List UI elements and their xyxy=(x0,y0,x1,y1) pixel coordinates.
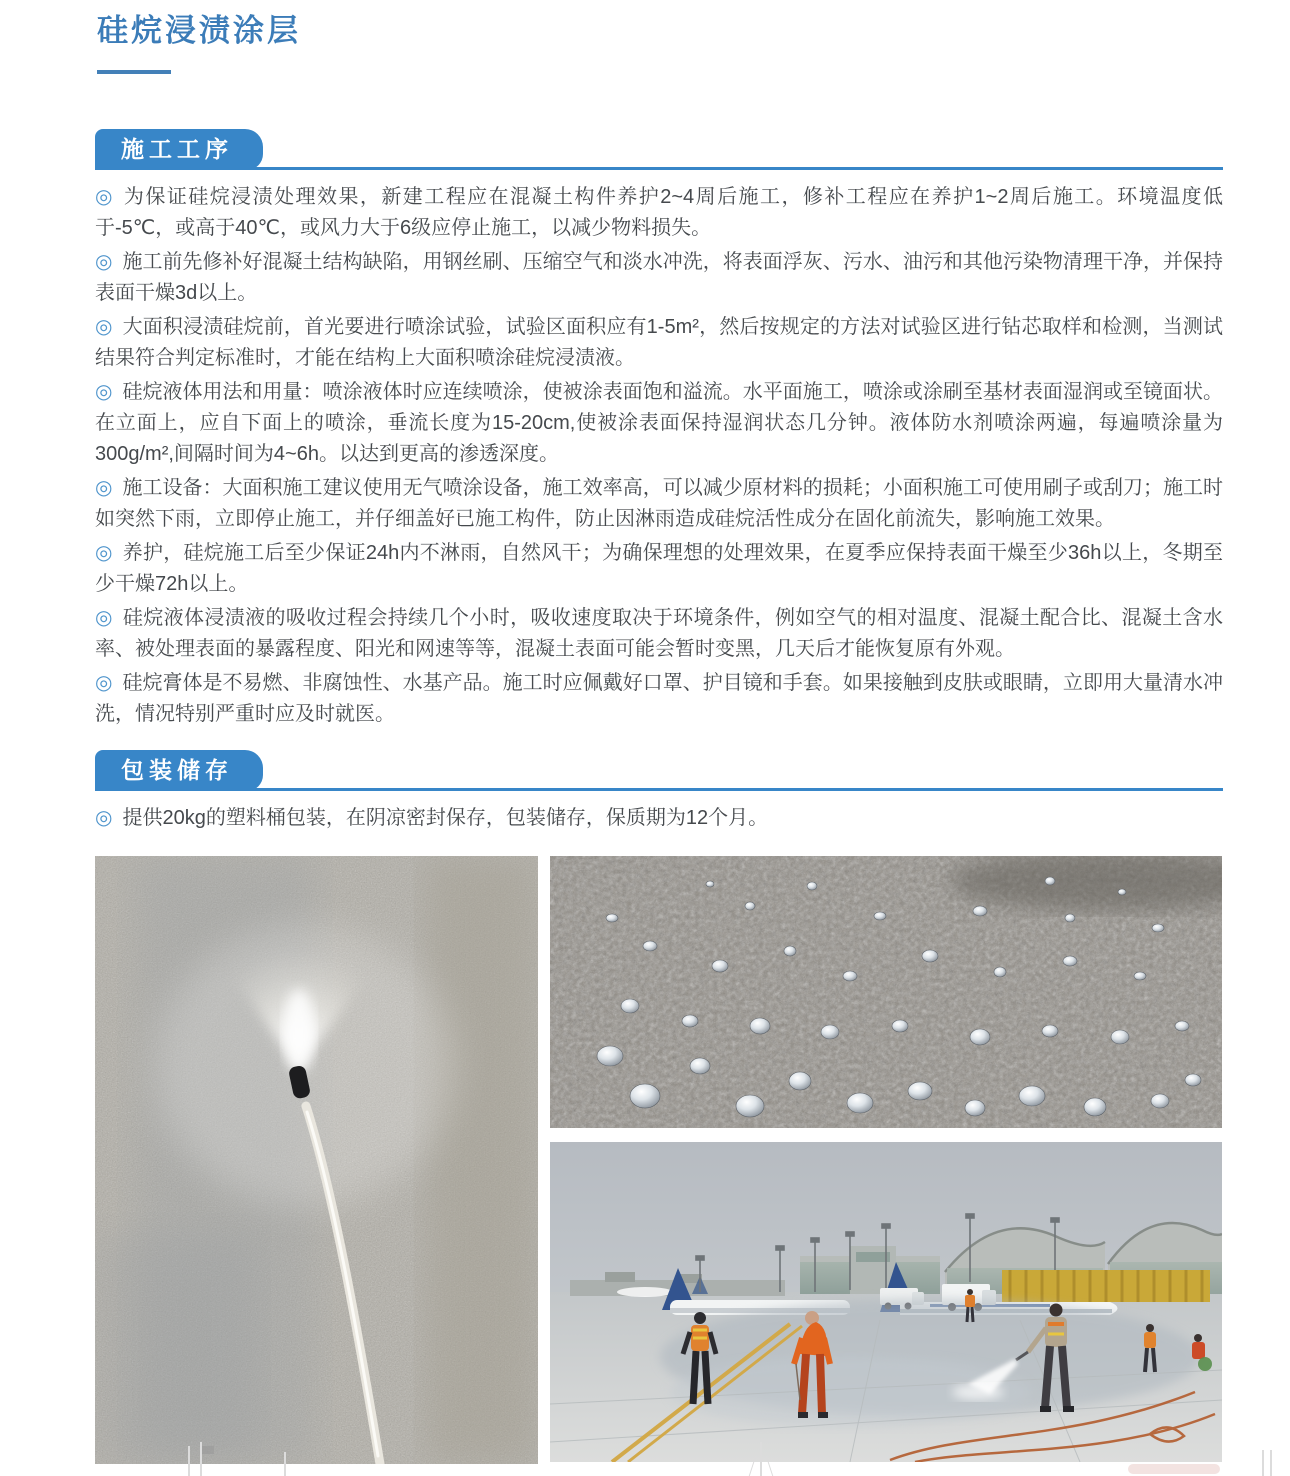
watermark-flag xyxy=(202,1446,214,1454)
section-construction xyxy=(95,129,1223,730)
bullet-icon: ◎ xyxy=(95,381,113,403)
bullet-icon: ◎ xyxy=(95,607,113,629)
bullet-text: 养护，硅烷施工后至少保证24h内不淋雨，自然风干；为确保理想的处理效果，在夏季应保持表面干燥至少36h以上，冬期至少干燥72h以上。 xyxy=(95,542,1223,595)
photo-column xyxy=(550,856,1222,1464)
bullet-item xyxy=(95,603,1223,665)
bullet-icon: ◎ xyxy=(95,542,113,564)
bullet-text: 大面积浸渍硅烷前，首光要进行喷涂试验，试验区面积应有1-5m²，然后按规定的方法对试验区进行钻芯取样和检测，当测试结果符合判定标准时，才能在结构上大面积喷涂硅烷浸渍液。 xyxy=(95,316,1223,369)
photo-airport-apron-spraying xyxy=(550,1142,1222,1462)
bullet-text: 硅烷液体用法和用量：喷涂液体时应连续喷涂，使被涂表面饱和溢流。水平面施工，喷涂或涂刷至基材表面湿润或至镜面状。在立面上，应自下面上的喷涂，垂流长度为15-20cm,使被涂表面保持湿润状态几分钟。液体防水剂喷涂两遍，每遍喷涂量为300g/m²,间隔时间为4~6h。以达到更高的渗透深度。 xyxy=(95,381,1224,465)
bullet-icon: ◎ xyxy=(95,672,113,694)
bullet-icon: ◎ xyxy=(95,186,114,208)
bullet-item xyxy=(95,377,1223,470)
title-underline xyxy=(97,70,171,74)
watermark-mast xyxy=(760,1442,762,1476)
page-title: 硅烷浸渍涂层 xyxy=(97,13,301,48)
photo-grid xyxy=(95,856,1223,1464)
bullet-text: 施工设备：大面积施工建议使用无气喷涂设备，施工效率高，可以减少原材料的损耗；小面积施工可使用刷子或刮刀；施工时如突然下雨，立即停止施工，并仔细盖好已施工构件，防止因淋雨造成硅烷活性成分在固化前流失，影响施工效果。 xyxy=(95,477,1224,530)
construction-bullet-list xyxy=(95,182,1223,730)
watermark-mast xyxy=(766,1456,773,1476)
watermark-line xyxy=(284,1452,286,1476)
bullet-text: 提供20kg的塑料桶包装，在阴凉密封保存，包装储存，保质期为12个月。 xyxy=(122,807,769,829)
bullet-item xyxy=(95,538,1223,600)
bullet-text: 硅烷膏体是不易燃、非腐蚀性、水基产品。施工时应佩戴好口罩、护目镜和手套。如果接触到皮肤或眼睛，立即用大量清水冲洗，情况特别严重时应及时就医。 xyxy=(95,672,1224,725)
bullet-text: 为保证硅烷浸渍处理效果，新建工程应在混凝土构件养护2~4周后施工，修补工程应在养护1~2周后施工。环境温度低于-5℃，或高于40℃，或风力大于6级应停止施工，以减少物料损失。 xyxy=(95,186,1223,239)
photo-water-beading xyxy=(550,856,1222,1128)
watermark-mast xyxy=(749,1456,756,1476)
bullet-icon: ◎ xyxy=(95,807,113,829)
bullet-icon: ◎ xyxy=(95,251,113,273)
bullet-item xyxy=(95,312,1223,374)
watermark-line xyxy=(1262,1450,1264,1476)
watermark-line xyxy=(1270,1450,1272,1476)
watermark-pink-smudge xyxy=(1128,1464,1220,1474)
bullet-icon: ◎ xyxy=(95,477,113,499)
bullet-item xyxy=(95,247,1223,309)
photo-silane-spraying xyxy=(95,856,538,1464)
section-tab-construction: 施工工序 xyxy=(95,129,263,170)
bullet-text: 硅烷液体浸渍液的吸收过程会持续几个小时，吸收速度取决于环境条件，例如空气的相对温度、混凝土配合比、混凝土含水率、被处理表面的暴露程度、阳光和网速等等，混凝土表面可能会暂时变黑，几天后才能恢复原有外观。 xyxy=(95,607,1224,660)
storage-bullet-list xyxy=(95,803,1223,834)
section-tab-storage: 包装储存 xyxy=(95,750,263,791)
section-header-storage xyxy=(95,750,1223,791)
watermark-line xyxy=(188,1446,190,1476)
section-storage xyxy=(95,750,1223,834)
footer-watermark xyxy=(0,1442,1290,1476)
bullet-item xyxy=(95,473,1223,535)
bullet-text: 施工前先修补好混凝土结构缺陷，用钢丝刷、压缩空气和淡水冲洗，将表面浮灰、污水、油污和其他污染物清理干净，并保持表面干燥3d以上。 xyxy=(95,251,1224,304)
section-header-construction xyxy=(95,129,1223,170)
bullet-item xyxy=(95,803,1223,834)
bullet-icon: ◎ xyxy=(95,316,113,338)
bullet-item xyxy=(95,182,1223,244)
bullet-item xyxy=(95,668,1223,730)
